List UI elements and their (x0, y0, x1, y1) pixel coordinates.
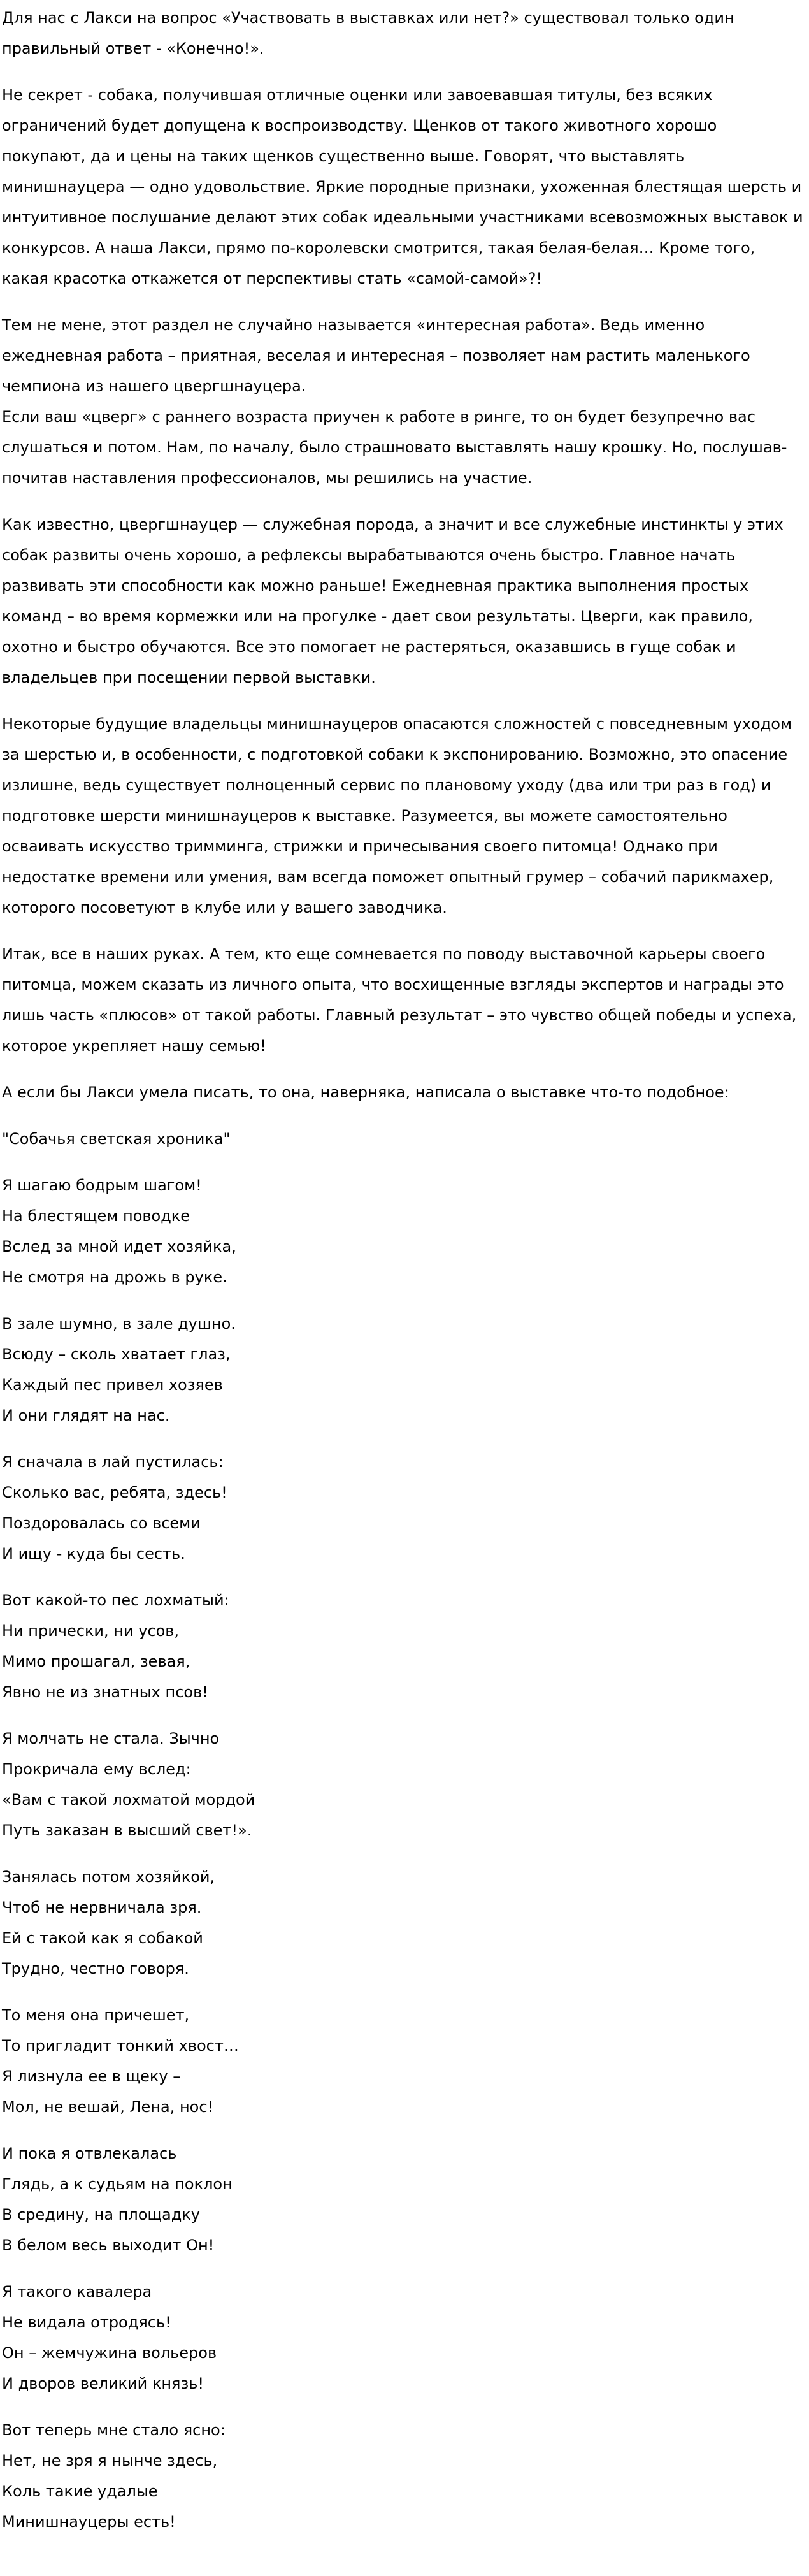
poem-line: Каждый пес привел хозяев (2, 1376, 223, 1394)
poem-stanza (2, 1862, 804, 1984)
paragraph-breeding: Не секрет - собака, получившая отличные оценки или завоевавшая титулы, без всяких ограничений будет допущена к воспроизводству. Щенков от такого животного хорошо покупают, да и цены на таких щенков существенно выше. Говорят, что выставлять минишнауцера — одно удовольствие. Яркие породные признаки, ухоженная блестящая шерсть и интуитивное послушание делают этих собак идеальными участниками всевозможных выставок и конкурсов. А наша Лакси, прямо по-королевски смотрится, такая белая-белая… Кроме того, какая красотка откажется от перспективы стать «самой-самой»?! (2, 86, 803, 287)
poem-stanza (2, 1585, 804, 1707)
poem-line: «Вам с такой лохматой мордой (2, 1791, 255, 1809)
poem-stanza (2, 2138, 804, 2261)
poem-line: В средину, на площадку (2, 2206, 200, 2224)
poem-line: Я лизнула ее в щеку – (2, 2067, 181, 2085)
poem-line: Мимо прошагал, зевая, (2, 1653, 190, 1670)
poem-line: В белом весь выходит Он! (2, 2236, 215, 2254)
poem-line: Путь заказан в высший свет!». (2, 1821, 252, 1839)
poem-line: Ни прически, ни усов, (2, 1622, 180, 1640)
poem-line: Не смотря на дрожь в руке. (2, 1268, 227, 1286)
poem-line: Мол, не вешай, Лена, нос! (2, 2098, 214, 2116)
poem-stanza (2, 1170, 804, 1292)
poem-line: Сколько вас, ребята, здесь! (2, 1484, 227, 1501)
poem-line: Трудно, честно говоря. (2, 1960, 189, 1978)
poem-line: Всюду – сколь хватает глаз, (2, 1345, 231, 1363)
paragraph-daily-work-part-1: Тем не мене, этот раздел не случайно называется «интересная работа». Ведь именно ежедневная работа – приятная, веселая и интересная – позволяет нам растить маленького чемпиона из нашего цвергшнауцера. (2, 316, 750, 395)
poem-stanza (2, 1723, 804, 1846)
poem-line: И они глядят на нас. (2, 1407, 170, 1424)
poem-line: Я молчать не стала. Зычно (2, 1730, 220, 1747)
poem-stanza (2, 2276, 804, 2399)
poem-line: Минишнауцеры есть! (2, 2513, 176, 2531)
poem-line: На блестящем поводке (2, 1207, 190, 1225)
poem-line: Глядь, а к судьям на поклон (2, 2175, 233, 2193)
poem-title: "Собачья светская хроника" (2, 1130, 231, 1148)
poem-line: То меня она причешет, (2, 2006, 190, 2024)
poem (2, 1170, 804, 2537)
poem-line: Чтоб не нервничала зря. (2, 1899, 202, 1916)
poem-line: Коль такие удалые (2, 2482, 158, 2500)
poem-line: И пока я отвлекалась (2, 2145, 177, 2162)
poem-line: Я такого кавалера (2, 2283, 152, 2301)
poem-stanza (2, 1447, 804, 1569)
poem-line: Я шагаю бодрым шагом! (2, 1176, 202, 1194)
paragraph-poem-intro: А если бы Лакси умела писать, то она, наверняка, написала о выставке что-то подобное: (2, 1083, 729, 1101)
poem-stanza (2, 2415, 804, 2537)
poem-line: Он – жемчужина вольеров (2, 2344, 217, 2362)
poem-line: Занялась потом хозяйкой, (2, 1868, 215, 1886)
paragraph-intro: Для нас с Лакси на вопрос «Участвовать в выставках или нет?» существовал только один правильный ответ - «Конечно!». (2, 9, 734, 57)
poem-line: Нет, не зря я нынче здесь, (2, 2452, 218, 2470)
poem-line: И дворов великий князь! (2, 2375, 204, 2392)
poem-line: Вот какой-то пес лохматый: (2, 1591, 229, 1609)
poem-stanza (2, 2000, 804, 2122)
paragraph-service-breed: Как известно, цвергшнауцер — служебная порода, а значит и все служебные инстинкты у этих собак развиты очень хорошо, а рефлексы вырабатываются очень быстро. Главное начать развивать эти способности как можно раньше! Ежедневная практика выполнения простых команд – во время кормежки или на прогулке - дает свои результаты. Цверги, как правило, охотно и быстро обучаются. Все это помогает не растеряться, оказавшись в гуще собак и владельцев при посещении первой выставки. (2, 516, 784, 686)
poem-line: В зале шумно, в зале душно. (2, 1315, 236, 1333)
poem-line: Явно не из знатных псов! (2, 1683, 208, 1701)
poem-line: Не видала отродясь! (2, 2313, 171, 2331)
poem-line: Вслед за мной идет хозяйка, (2, 1238, 236, 1255)
poem-line: Я сначала в лай пустилась: (2, 1453, 224, 1471)
poem-line: Ей с такой как я собакой (2, 1929, 203, 1947)
paragraph-daily-work (2, 310, 804, 493)
poem-line: Прокричала ему вслед: (2, 1760, 191, 1778)
poem-line: Вот теперь мне стало ясно: (2, 2421, 226, 2439)
poem-line: То пригладит тонкий хвост… (2, 2037, 239, 2055)
poem-stanza (2, 1308, 804, 1431)
paragraph-grooming: Некоторые будущие владельцы минишнауцеров опасаются сложностей с повседневным уходом за шерстью и, в особенности, с подготовкой собаки к экспонированию. Возможно, это опасение излишне, ведь существует полноценный сервис по плановому уходу (два или три раз в год) и подготовке шерсти минишнауцеров к выставке. Разумеется, вы можете самостоятельно осваивать искусство тримминга, стрижки и причесывания своего питомца! Однако при недостатке времени или умения, вам всегда поможет опытный грумер – собачий парикмахер, которого посоветуют в клубе или у вашего заводчика. (2, 715, 792, 916)
paragraph-daily-work-part-2: Если ваш «цверг» с раннего возраста приучен к работе в ринге, то он будет безупречно вас слушаться и потом. Нам, по началу, было страшновато выставлять нашу крошку. Но, послушав- почитав наставления профессионалов, мы решились на участие. (2, 408, 787, 487)
poem-line: Поздоровалась со всеми (2, 1514, 201, 1532)
paragraph-conclusion: Итак, все в наших руках. А тем, кто еще сомневается по поводу выставочной карьеры своего питомца, можем сказать из личного опыта, что восхищенные взгляды экспертов и награды это лишь часть «плюсов» от такой работы. Главный результат – это чувство общей победы и успеха, которое укрепляет нашу семью! (2, 945, 797, 1055)
poem-line: И ищу - куда бы сесть. (2, 1545, 185, 1563)
